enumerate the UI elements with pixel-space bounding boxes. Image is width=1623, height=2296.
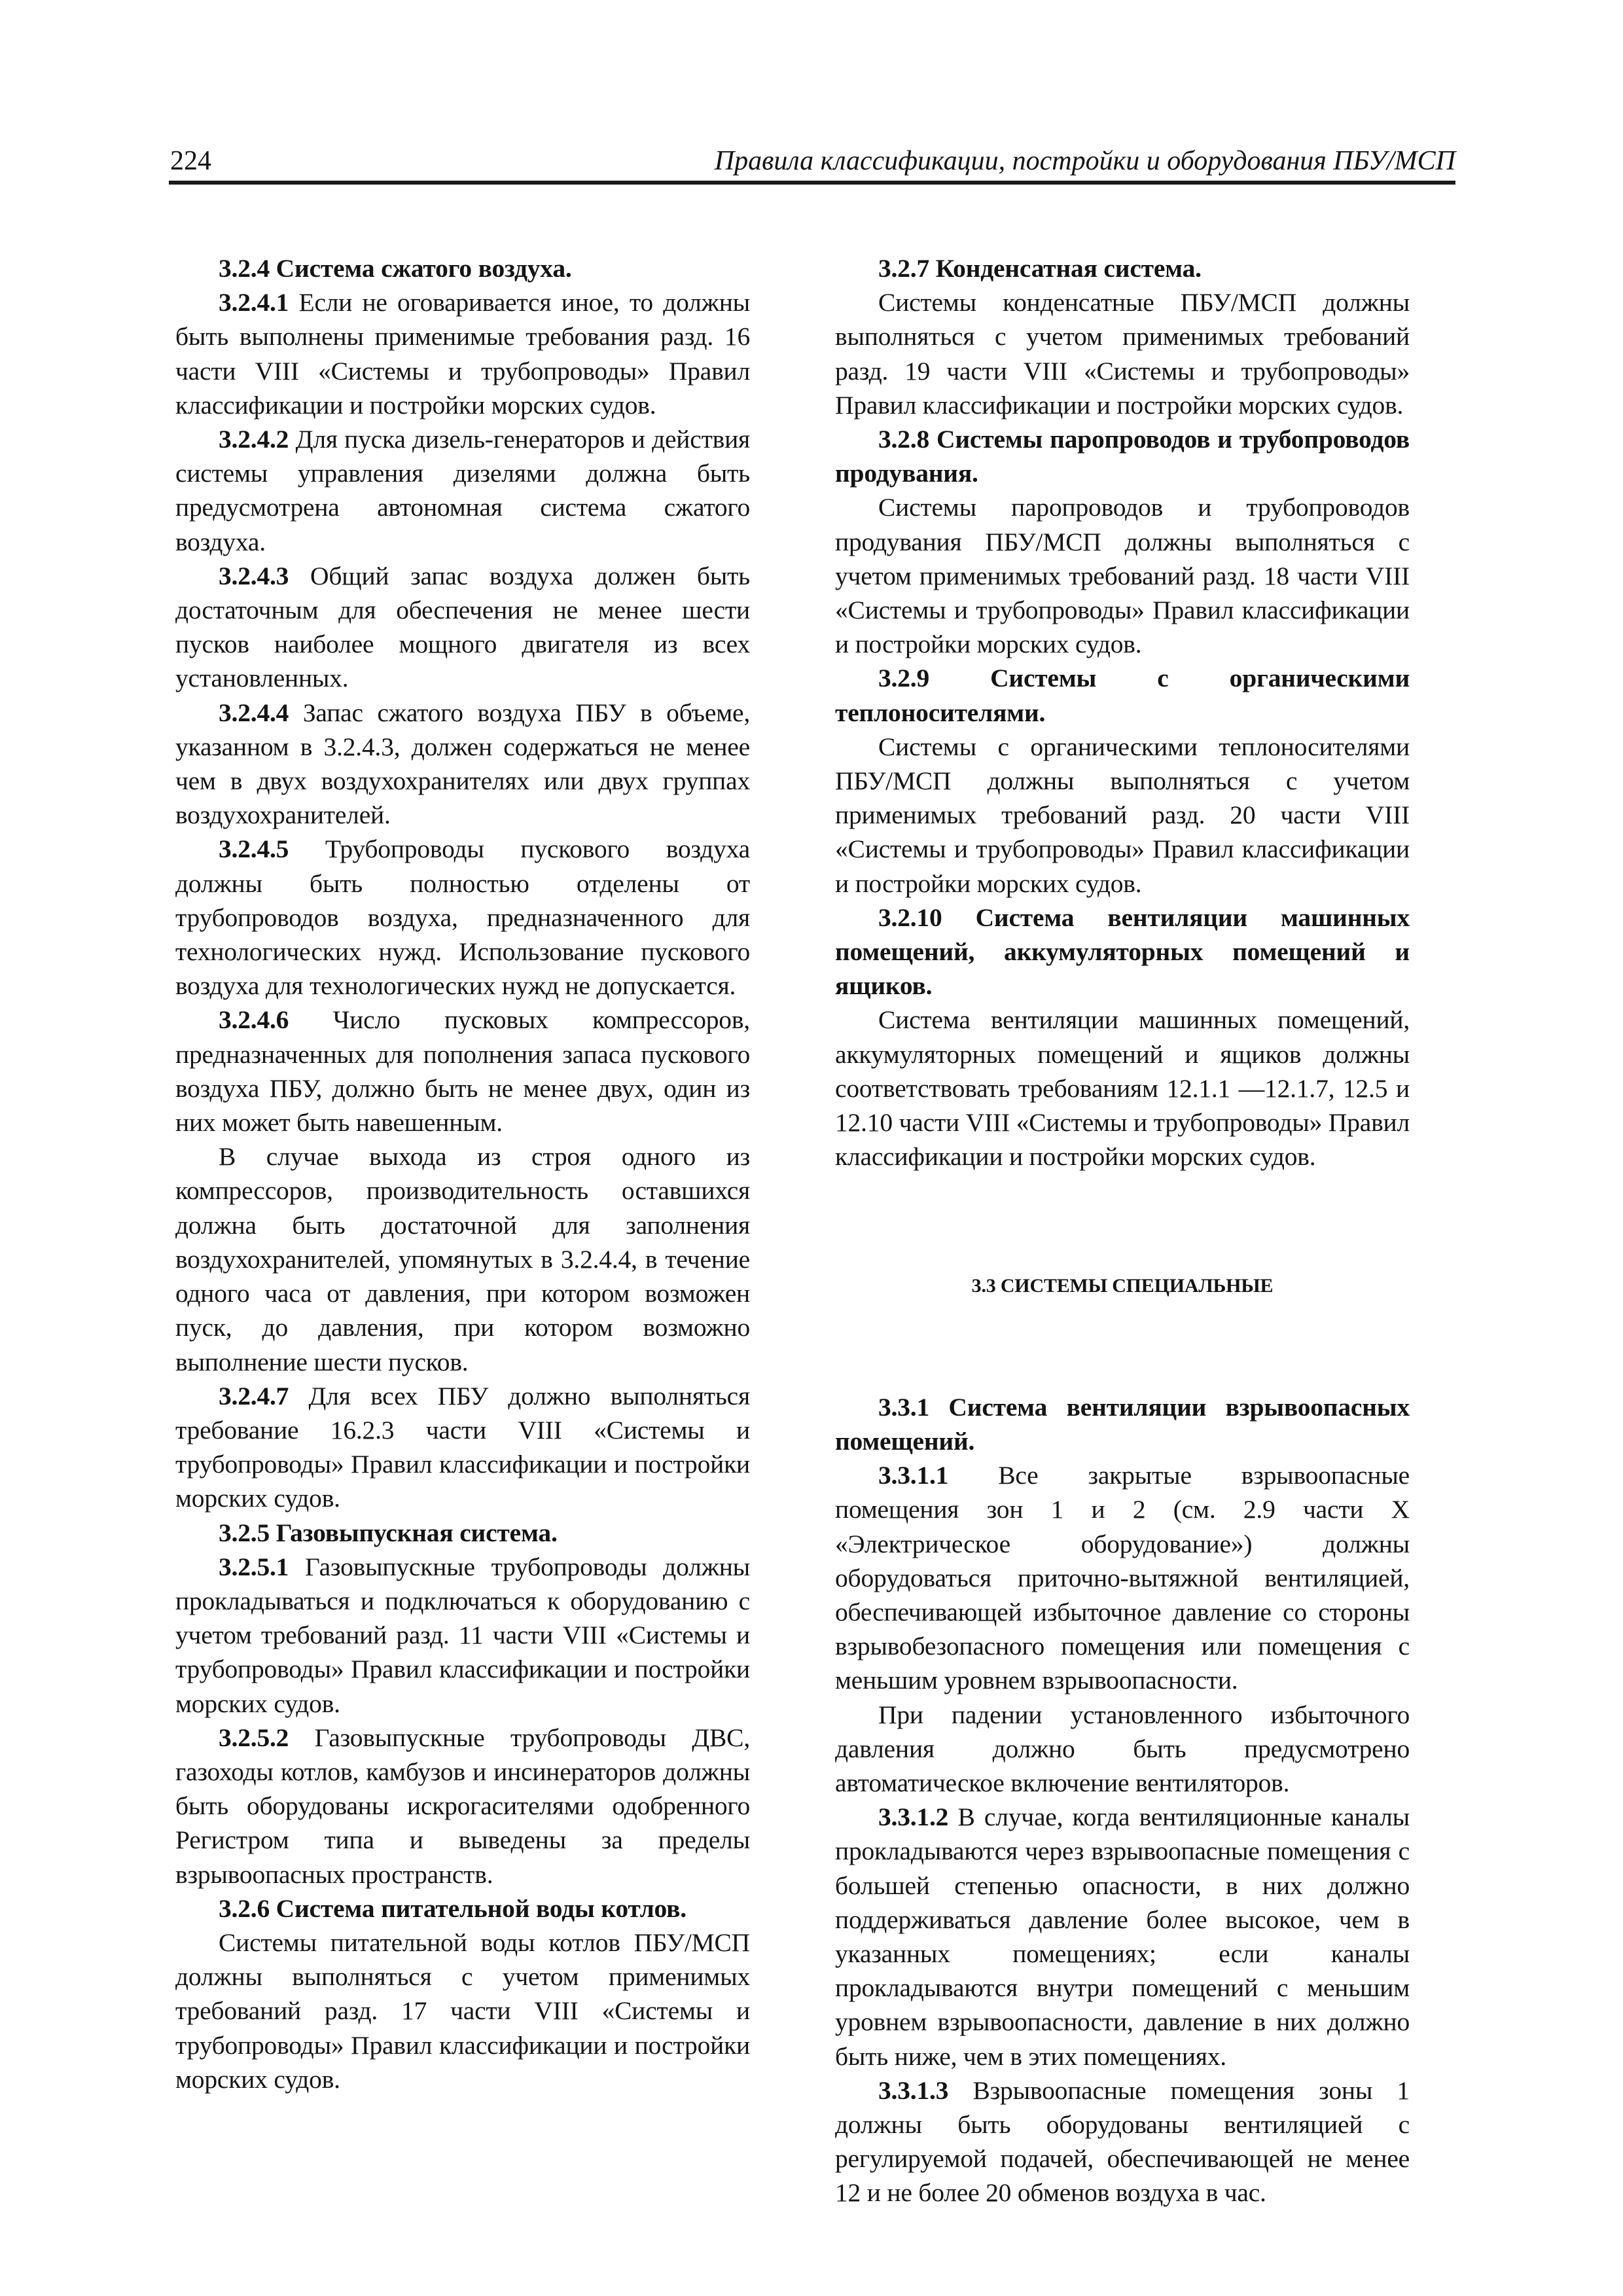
paragraph-text: Системы паропроводов и трубопроводов продувания ПБУ/МСП должны выполняться с учетом применимых требований разд. 18 части VIII «Системы и трубопроводы» Правил классификации и постройки морских судов. [835, 493, 1410, 659]
section-heading: 3.2.4 Система сжатого воздуха. [219, 254, 572, 283]
paragraph [175, 422, 750, 559]
section-heading: 3.2.6 Система питательной воды котлов. [219, 1893, 687, 1923]
paragraph-text: Трубопроводы пускового воздуха должны быть полностью отделены от трубопроводов воздуха, предназначенного для технологических нужд. Использование пускового воздуха для технологических нужд не допускается. [175, 834, 750, 1001]
right-column [835, 251, 1410, 2210]
paragraph [175, 832, 750, 1003]
paragraph-text: Системы питательной воды котлов ПБУ/МСП должны выполняться с учетом применимых требований разд. 17 части VIII «Системы и трубопроводы» Правил классификации и постройки морских судов. [175, 1928, 750, 2094]
paragraph [835, 490, 1410, 661]
paragraph-text: Число пусковых компрессоров, предназначенных для пополнения запаса пускового воздуха ПБУ, должно быть не менее двух, один из них может быть навешенным. [175, 1005, 750, 1138]
paragraph [835, 2073, 1410, 2210]
paragraph-text: Для всех ПБУ должно выполняться требование 16.2.3 части VIII «Системы и трубопроводы» Правил классификации и постройки морских судов. [175, 1381, 750, 1513]
paragraph-text: Газовыпускные трубопроводы ДВС, газоходы котлов, камбузов и инсинераторов должны быть оборудованы искрогасителями одобренного Регистром типа и выведены за пределы взрывоопасных пространств. [175, 1723, 750, 1889]
paragraph-text: Система вентиляции машинных помещений, аккумуляторных помещений и ящиков должны соответствовать требованиям 12.1.1 —12.1.7, 12.5 и 12.10 части VIII «Системы и трубопроводы» Правил классификации и постройки морских судов. [835, 1005, 1410, 1172]
paragraph-text: Если не оговаривается иное, то должны быть выполнены применимые требования разд. 16 части VIII «Системы и трубопроводы» Правил классификации и постройки морских судов. [175, 288, 750, 420]
clause-number: 3.2.4.7 [219, 1381, 289, 1410]
paragraph [175, 559, 750, 696]
clause-number: 3.2.4.6 [219, 1005, 289, 1035]
paragraph-text: Системы с органическими теплоносителями ПБУ/МСП должны выполняться с учетом применимых требований разд. 20 части VIII «Системы и трубопроводы» Правил классификации и постройки морских судов. [835, 732, 1410, 898]
paragraph [835, 1800, 1410, 2073]
paragraph [175, 1379, 750, 1516]
paragraph [175, 1721, 750, 1892]
clause-number: 3.2.4.1 [219, 288, 289, 317]
paragraph [835, 1698, 1410, 1801]
paragraph-text: Запас сжатого воздуха ПБУ в объеме, указанном в 3.2.4.3, должен содержаться не менее чем в двух воздухохранителях или двух группах воздухохранителей. [175, 698, 750, 830]
clause-number: 3.2.4.3 [219, 561, 289, 590]
paragraph-text: Взрывоопасные помещения зоны 1 должны быть оборудованы вентиляцией с регулируемой подачей, обеспечивающей не менее 12 и не более 20 обменов воздуха в час. [835, 2075, 1410, 2208]
paragraph [835, 1458, 1410, 1697]
paragraph [175, 696, 750, 833]
paragraph [175, 1139, 750, 1378]
paragraph [835, 730, 1410, 901]
section-heading: 3.2.5 Газовыпускная система. [219, 1518, 558, 1547]
paragraph-text: Газовыпускные трубопроводы должны прокладываться и подключаться к оборудованию с учетом требований разд. 11 части VIII «Системы и трубопроводы» Правил классификации и постройки морских судов. [175, 1552, 750, 1718]
paragraph-text: Общий запас воздуха должен быть достаточным для обеспечения не менее шести пусков наиболее мощного двигателя из всех установленных. [175, 561, 750, 693]
paragraph-text: При падении установленного избыточного давления должно быть предусмотрено автоматическое включение вентиляторов. [835, 1700, 1410, 1797]
running-title: Правила классификации, постройки и оборудования ПБУ/МСП [714, 146, 1455, 176]
clause-number: 3.2.5.1 [219, 1552, 289, 1581]
paragraph-text: Для пуска дизель-генераторов и действия системы управления дизелями должна быть предусмотрена автономная система сжатого воздуха. [175, 425, 750, 556]
paragraph [175, 1926, 750, 2096]
chapter-title: 3.3 СИСТЕМЫ СПЕЦИАЛЬНЫЕ [971, 1275, 1274, 1297]
paragraph-text: Все закрытые взрывоопасные помещения зон 1 и 2 (см. 2.9 части X «Электрическое оборудование») должны оборудоваться приточно-вытяжной вентиляцией, обеспечивающей избыточное давление со стороны взрывобезопасного помещения или помещения с меньшим уровнем взрывоопасности. [835, 1461, 1410, 1695]
section-heading: 3.2.10 Система вентиляции машинных помещений, аккумуляторных помещений и ящиков. [835, 903, 1410, 1001]
clause-number: 3.2.4.2 [219, 425, 289, 454]
paragraph-text: В случае выхода из строя одного из компрессоров, производительность оставшихся должна быть достаточной для заполнения воздухохранителей, упомянутых в 3.2.4.4, в течение одного часа от давления, при котором возможен пуск, до давления, при котором возможно выполнение шести пусков. [175, 1142, 750, 1376]
page-number: 224 [170, 146, 211, 176]
paragraph [175, 1003, 750, 1139]
clause-number: 3.3.1.3 [878, 2075, 949, 2105]
paragraph [175, 285, 750, 422]
page-header [169, 143, 1455, 185]
left-column [175, 251, 750, 2096]
paragraph-text: В случае, когда вентиляционные каналы прокладываются через взрывоопасные помещения с большей степенью опасности, в них должно поддерживаться давление более высокое, чем в указанных помещениях; если каналы прокладываются внутри помещений с меньшим уровнем взрывоопасности, давление в них должно быть ниже, чем в этих помещениях. [835, 1803, 1410, 2071]
clause-number: 3.3.1.2 [878, 1803, 949, 1832]
clause-number: 3.2.5.2 [219, 1723, 289, 1752]
paragraph [835, 285, 1410, 422]
section-heading: 3.3.1 Система вентиляции взрывоопасных помещений. [835, 1392, 1410, 1456]
paragraph [175, 1550, 750, 1721]
clause-number: 3.2.4.4 [219, 698, 289, 727]
section-heading: 3.2.8 Системы паропроводов и трубопроводов продувания. [835, 425, 1410, 488]
section-heading: 3.2.7 Конденсатная система. [878, 254, 1202, 283]
paragraph [835, 1003, 1410, 1174]
section-heading: 3.2.9 Системы с органическими теплоносителями. [835, 664, 1410, 727]
clause-number: 3.3.1.1 [878, 1461, 949, 1490]
clause-number: 3.2.4.5 [219, 834, 289, 864]
paragraph-text: Системы конденсатные ПБУ/МСП должны выполняться с учетом применимых требований разд. 19 части VIII «Системы и трубопроводы» Правил классификации и постройки морских судов. [835, 288, 1410, 420]
